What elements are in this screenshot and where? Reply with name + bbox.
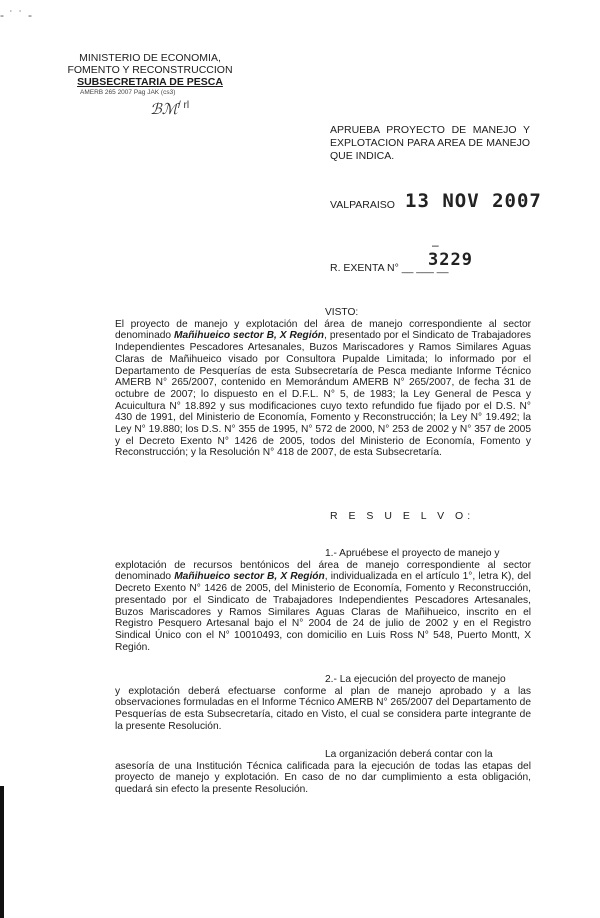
item-3-paragraph	[115, 749, 531, 796]
visto-rest: , presentado por el Sindicato de Trabajadores Independientes Pescadores Artesanales, Buzos Mariscadores y Ramos Similares Aguas Claras de Mañihueico visado por Consultora Pupalde Limitada; lo informado por el Departamento de Pesquerías de esta Subsecretaría de Pesca mediante Informe Técnico AMERB N° 265/2007, contenido en Memorándum AMERB N° 265/2007, de fecha 31 de octubre de 2007; lo dispuesto en el D.F.L. N° 5, de 1983; la Ley General de Pesca y Acuicultura N° 18.892 y sus modificaciones cuyo texto refundido fue fijado por el D.S. N° 430 de 1991, del Ministerio de Economía, Fomento y Reconstrucción; la Ley N° 19.492; la Ley N° 19.880; los D.S. N° 355 de 1995, N° 572 de 2000, N° 253 de 2002 y N° 357 de 2005 y el Decreto Exento N° 1426 de 2005, todos del Ministerio de Economía, Fomento y Reconstrucción; y la Resolución N° 418 de 2007, de esta Subsecretaría.	[115, 330, 531, 459]
initials-mark: / rl	[178, 100, 190, 111]
scan-edge-bar	[0, 786, 4, 918]
resolution-subject: APRUEBA PROYECTO DE MANEJO Y EXPLOTACION PARA AREA DE MANEJO QUE INDICA.	[330, 124, 530, 162]
resolution-number: 3229	[428, 250, 473, 270]
item-1-rest: , individualizada en el artículo 1°, letra K), del Decreto Exento N° 1426 de 2005, del Ministerio de Economía, Fomento y Reconstrucción, presentado por el Sindicato de Trabajadores Independientes Pescadores Artesanales, Buzos Mariscadores y Ramos Similares Aguas Claras de Mañihueico, inscrito en el Registro Pesquero Artesanal bajo el N° 2004 de 24 de julio de 2002 y en el Registro Sindical Único con el N° 10010493, con domicilio en Luis Ross N° 548, Puerto Montt, X Región.	[115, 571, 531, 653]
header-line-1: MINISTERIO DE ECONOMIA,	[79, 52, 221, 64]
item-1-paragraph	[115, 548, 531, 653]
item-3-text: asesoría de una Institución Técnica calificada para la ejecución de todas las etapas del proyecto de manejo y explotación. En caso de no dar cumplimiento a esta obligación, quedará sin efecto la presente Resolución.	[115, 760, 531, 796]
initials-signature: ℬℳ	[150, 100, 178, 118]
visto-sector: Mañihueico sector B, X Región	[174, 330, 325, 342]
header-line-3: SUBSECRETARIA DE PESCA	[77, 76, 223, 88]
place-label: VALPARAISO	[330, 199, 395, 211]
date-stamp: 13 NOV 2007	[405, 190, 542, 212]
resuelvo-heading: R E S U E L V O:	[330, 510, 475, 522]
number-underline: __ ___ __	[398, 262, 449, 274]
visto-paragraph	[115, 307, 531, 459]
visto-text: El proyecto de manejo y explotación del área de manejo correspondiente al sector denominado	[115, 318, 531, 342]
item-1-text: explotación de recursos bentónicos del área de manejo correspondiente al sector denominado	[115, 559, 531, 583]
resolution-label-text: R. EXENTA N°	[330, 262, 399, 274]
scan-mark: ‑ ˙ ˙ ‑	[0, 8, 33, 22]
item-3-lead: La organización deberá contar con la	[325, 749, 493, 760]
visto-first-line	[115, 307, 531, 319]
header-reference: AMERB 265 2007 Pag JAK (cs3)	[80, 89, 176, 96]
item-2-text: y explotación deberá efectuarse conforme al plan de manejo aprobado y a las observaciones formuladas en el Informe Técnico AMERB N° 265/2007 del Departamento de Pesquerías de esta Subsecretaría, citado en Visto, el cual se considera parte integrante de la presente Resolución.	[115, 685, 531, 732]
number-dash: –	[432, 238, 439, 252]
item-2-lead: 2.- La ejecución del proyecto de manejo	[325, 674, 506, 685]
visto-label: VISTO:	[325, 307, 359, 318]
item-2-paragraph	[115, 674, 531, 733]
ministry-header	[60, 52, 240, 97]
header-line-2: FOMENTO Y RECONSTRUCCION	[67, 64, 233, 76]
item-1-sector: Mañihueico sector B, X Región	[174, 571, 325, 583]
item-1-lead: 1.- Apruébese el proyecto de manejo y	[325, 548, 500, 559]
